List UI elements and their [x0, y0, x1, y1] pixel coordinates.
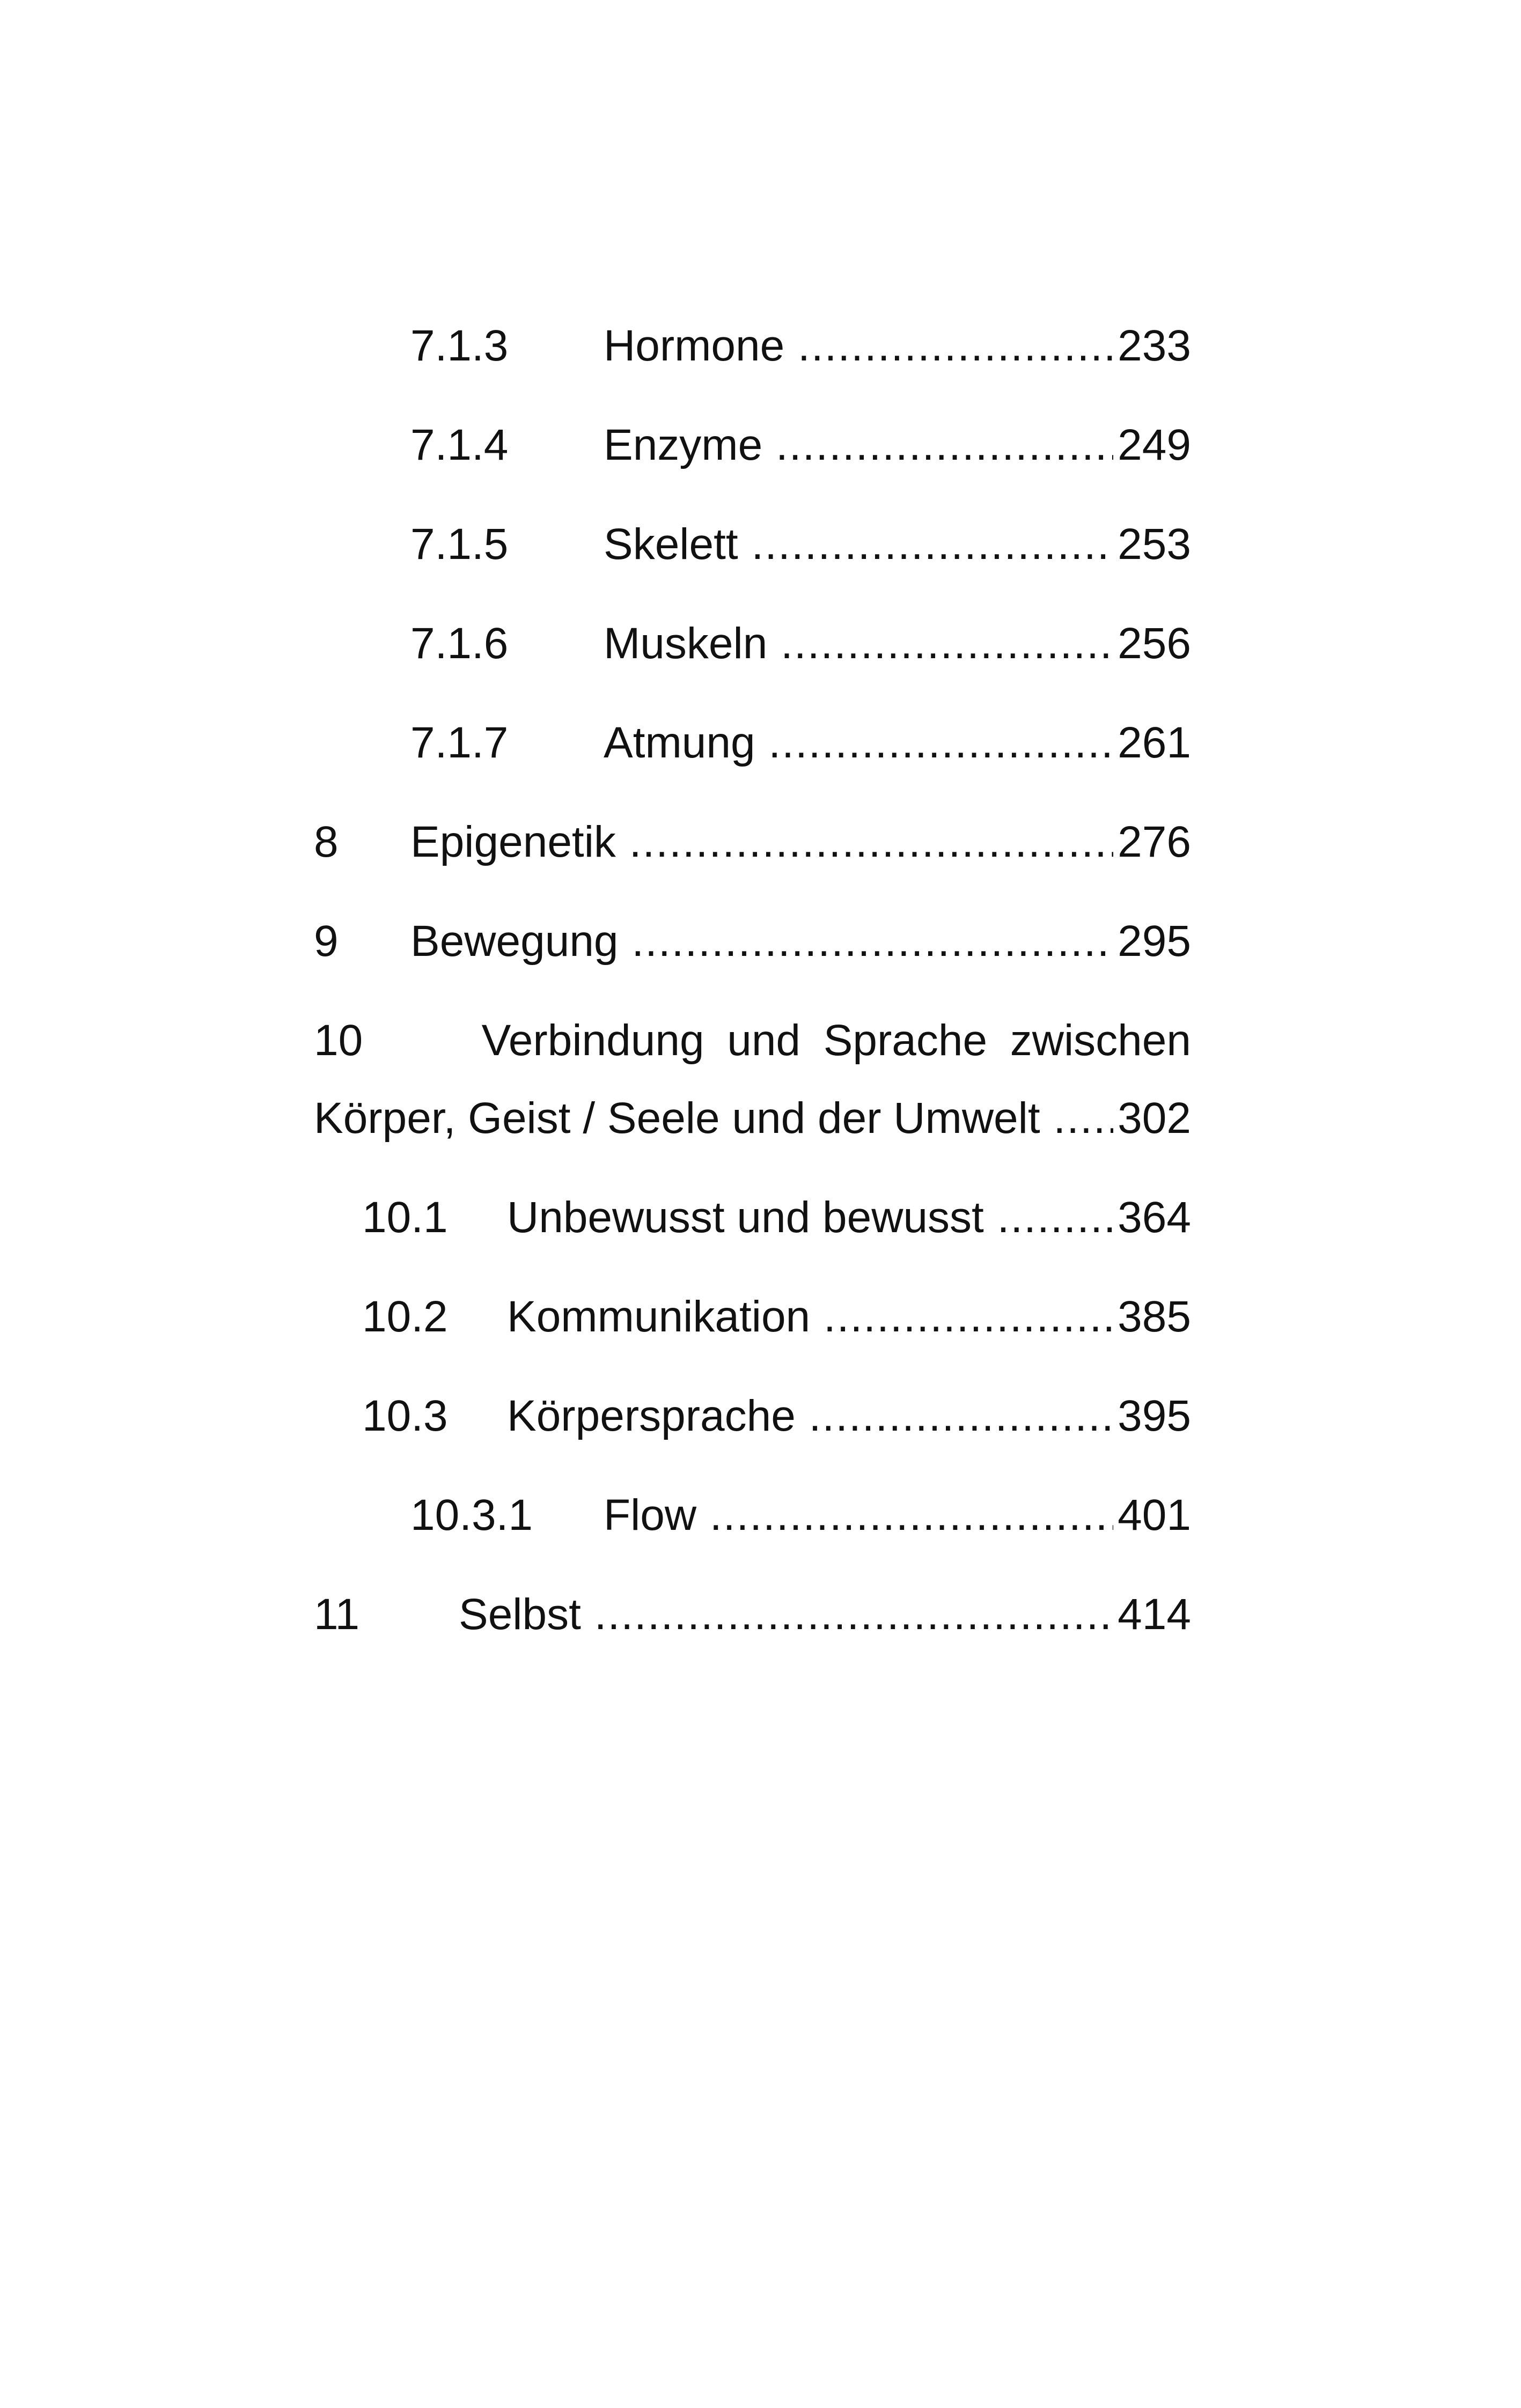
toc-entry-page: 253: [1113, 512, 1191, 577]
toc-entry-second-line: [0, 1086, 1521, 1151]
toc-entry-number: 8: [314, 818, 339, 866]
toc-entry-number: 10: [314, 1016, 363, 1065]
toc-entry-page: 302: [1113, 1086, 1191, 1151]
toc-entry-title: Hormone .....: [604, 314, 1188, 378]
toc-entry-number: 7.1.4: [410, 421, 509, 469]
toc-entry-title-word: zwischen: [1010, 1016, 1191, 1065]
toc-entry-title: Körpersprache .....: [507, 1384, 1188, 1448]
toc-entry: [0, 810, 1521, 874]
toc-entry: [0, 711, 1521, 775]
toc-entry: [0, 1582, 1521, 1647]
toc-entry-number: 10.3: [362, 1391, 448, 1440]
toc-entry-number: 7.1.5: [410, 520, 509, 569]
toc-entry-title: Skelett .....: [604, 512, 1188, 577]
toc-entry-title-word: Verbindung: [481, 1016, 704, 1065]
toc-entry-title: Selbst .....: [459, 1582, 1188, 1647]
toc-entry-title: Flow .....: [604, 1483, 1188, 1548]
toc-entry-number: 7.1.6: [410, 619, 509, 668]
toc-entry-title-word: und: [727, 1016, 801, 1065]
toc-entry: [0, 1185, 1521, 1250]
toc-entry-number: 10.1: [362, 1193, 448, 1242]
toc-entry-page: 249: [1113, 413, 1191, 477]
toc-entry-title: Kommunikation .....: [507, 1285, 1188, 1349]
toc-entry: [0, 1285, 1521, 1349]
toc-entry-number: 11: [314, 1590, 360, 1639]
toc-entry-number: 10.2: [362, 1292, 448, 1341]
toc-entry-page: 256: [1113, 612, 1191, 676]
toc-entry-number: 10.3.1: [410, 1491, 533, 1540]
toc-entry: [0, 413, 1521, 477]
toc-entry-page: 295: [1113, 909, 1191, 974]
toc-entry: [0, 512, 1521, 577]
toc-entry-page: 364: [1113, 1185, 1191, 1250]
toc-entry: [0, 1384, 1521, 1448]
toc-entry-number: 7.1.3: [410, 321, 509, 370]
toc-entry-title-word: Sprache: [823, 1016, 988, 1065]
toc-entry-page: 276: [1113, 810, 1191, 874]
toc-entry-title: Unbewusst und bewusst .....: [507, 1185, 1188, 1250]
toc-entry-title: Atmung .....: [604, 711, 1188, 775]
toc-entry-title: Bewegung .....: [410, 909, 1188, 974]
toc-entry: [0, 909, 1521, 974]
toc-entry-title: Körper, Geist / Seele und der Umwelt .....: [314, 1086, 1188, 1151]
toc-entry: [0, 1483, 1521, 1548]
toc-entry-page: 233: [1113, 314, 1191, 378]
toc-entry-first-line: [314, 1008, 1191, 1073]
toc-entry-number: 7.1.7: [410, 718, 509, 767]
toc-entry-page: 401: [1113, 1483, 1191, 1548]
toc-entry-page: 414: [1113, 1582, 1191, 1647]
toc-entry-title: Enzyme .....: [604, 413, 1188, 477]
toc-entry-title: Muskeln .....: [604, 612, 1188, 676]
toc-entry-page: 261: [1113, 711, 1191, 775]
toc-entry-number: 9: [314, 917, 339, 966]
toc-entry-page: 395: [1113, 1384, 1191, 1448]
toc-entry: [0, 314, 1521, 378]
toc-entry-page: 385: [1113, 1285, 1191, 1349]
toc-entry: [0, 612, 1521, 676]
toc-entry-title: Epigenetik .....: [410, 810, 1188, 874]
